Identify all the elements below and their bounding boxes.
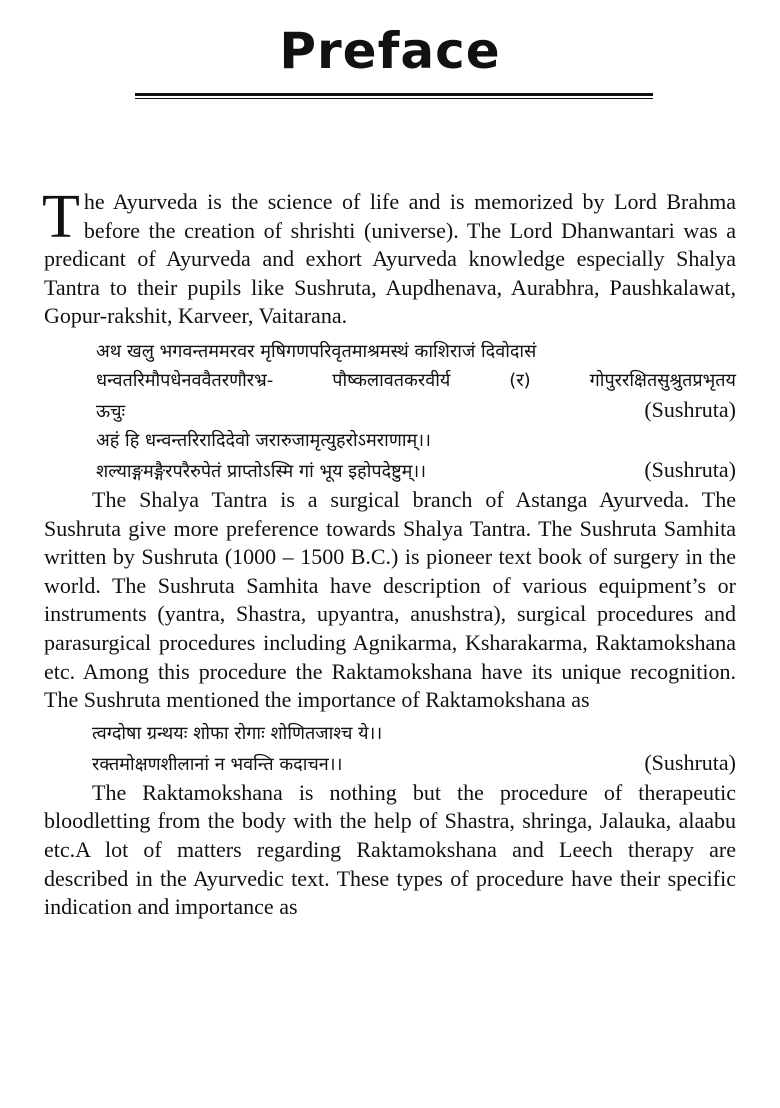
sanskrit-verse-1 <box>96 337 736 486</box>
verse-2-line-2 <box>96 455 736 486</box>
verse-1-line-1: अथ खलु भगवन्तममरवर मृषिगणपरिवृतमाश्रमस्थं काशिराजं दिवोदासं <box>96 340 537 362</box>
verse-1-source: (Sushruta) <box>644 396 736 422</box>
paragraph-1 <box>42 183 736 331</box>
body-text <box>42 183 736 922</box>
page-title: Preface <box>279 22 501 80</box>
title-rule-thin <box>135 98 653 99</box>
verse-1-line-3 <box>96 395 736 426</box>
paragraph-2: The Shalya Tantra is a surgical branch of Astanga Ayurveda. The Sushruta give more preference towards Shalya Tantra. The Sushruta Samhita written by Sushruta (1000 – 1500 B.C.) is pioneer text book of surgery in the world. The Sushruta Samhita have description of various equipment’s or instruments (yantra, Shastra, upyantra, anushstra), surgical procedures and parasurgical procedures including Agnikarma, Ksharakarma, Raktamokshana etc. Among this procedure the Raktamokshana have its unique recognition. The Sushruta mentioned the importance of Raktamokshana as <box>44 486 736 713</box>
paragraph-3: The Raktamokshana is nothing but the procedure of therapeutic bloodletting from the body with the help of Shastra, shringa, Jalauka, alaabu etc.A lot of matters regarding Raktamokshana and Leech therapy are described in the Ayurvedic text. These types of procedure have their specific indication and importance as <box>44 779 736 920</box>
title-rule-thick <box>135 93 653 96</box>
paragraph-1-text: he Ayurveda is the science of life and is memorized by Lord Brahma before the creation of shrishti (universe). The Lord Dhanwantari was a predicant of Ayurveda and exhort Ayurveda knowledge especially Shalya Tantra to their pupils like Sushruta, Aupdhenava, Aurabhra, Paushkalawat, Gopur-rakshit, Karveer, Vaitarana. <box>44 189 736 329</box>
verse-2-line-2-text: शल्याङ्गमङ्गैरपरैरुपेतं प्राप्तोऽस्मि गां भूय इहोपदेष्टुम्।। <box>96 460 427 482</box>
verse-1-line-3-text: ऊचुः <box>96 400 126 422</box>
verse-3-source: (Sushruta) <box>644 749 736 775</box>
verse-2-line-1: अहं हि धन्वन्तरिरादिदेवो जरारुजामृत्युहरोऽमराणाम्।। <box>96 429 431 451</box>
verse-2-source: (Sushruta) <box>644 456 736 482</box>
drop-cap: T <box>42 183 80 251</box>
sanskrit-verse-3 <box>92 719 736 779</box>
verse-3-line-2-text: रक्तमोक्षणशीलानां न भवन्ति कदाचन।। <box>92 753 343 775</box>
verse-3-line-1: त्वग्दोषा ग्रन्थयः शोफा रोगाः शोणितजाश्च ये।। <box>92 722 383 744</box>
verse-3-line-2 <box>92 748 736 779</box>
verse-1-line-2: धन्वतरिमौपधेनववैतरणौरभ्र- पौष्कलावतकरवीर्य (र) गोपुररक्षितसुश्रुतप्रभृतय <box>96 369 736 391</box>
